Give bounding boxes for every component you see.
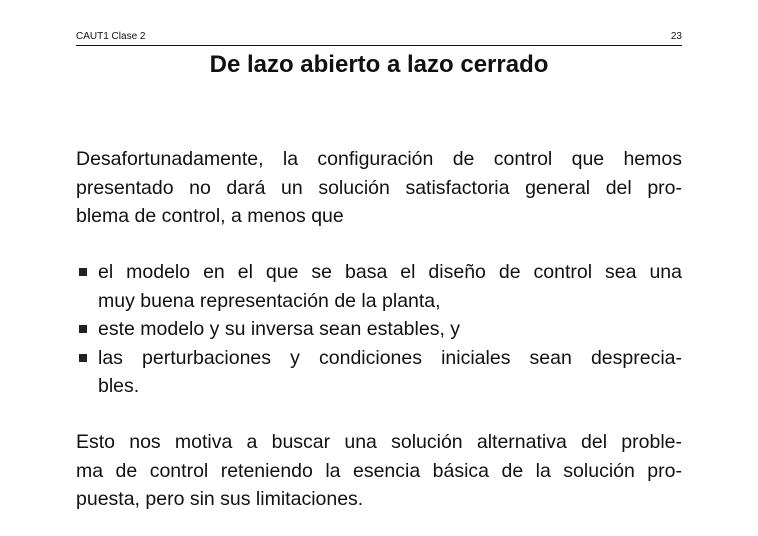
- list-item-text: muy buena representación de la planta,: [98, 289, 441, 312]
- text-line: puesta, pero sin sus limitaciones.: [76, 488, 364, 510]
- condition-list: [76, 258, 682, 401]
- square-bullet-icon: [79, 268, 87, 276]
- text-line: Desafortunadamente, la configuración de control que hemos: [76, 148, 682, 170]
- text-line: presentado no dará un solución satisfactoria general del pro-: [76, 176, 682, 199]
- list-item-text: este modelo y su inversa sean estables, y: [98, 318, 461, 340]
- page-number: 23: [670, 31, 682, 42]
- square-bullet-icon: [79, 354, 87, 362]
- page-header: [76, 30, 682, 44]
- closing-paragraph: [76, 428, 682, 514]
- list-item-text: el modelo en el que se basa el diseño de control sea una: [98, 261, 682, 283]
- text-line: blema de control, a menos que: [76, 205, 344, 227]
- list-item-text: bles.: [98, 375, 140, 397]
- header-rule: [76, 45, 682, 46]
- intro-paragraph: [76, 145, 682, 231]
- list-item-text: las perturbaciones y condiciones iniciales sean desprecia-: [98, 346, 682, 369]
- list-item: [76, 258, 682, 315]
- text-line: ma de control reteniendo la esencia básica de la solución pro-: [76, 459, 682, 482]
- square-bullet-icon: [79, 325, 87, 333]
- slide-title: De lazo abierto a lazo cerrado: [209, 51, 549, 78]
- list-item: [76, 315, 682, 344]
- list-item: [76, 344, 682, 401]
- text-line: Esto nos motiva a buscar una solución alternativa del proble-: [76, 431, 682, 453]
- course-label: CAUT1 Clase 2: [76, 31, 146, 42]
